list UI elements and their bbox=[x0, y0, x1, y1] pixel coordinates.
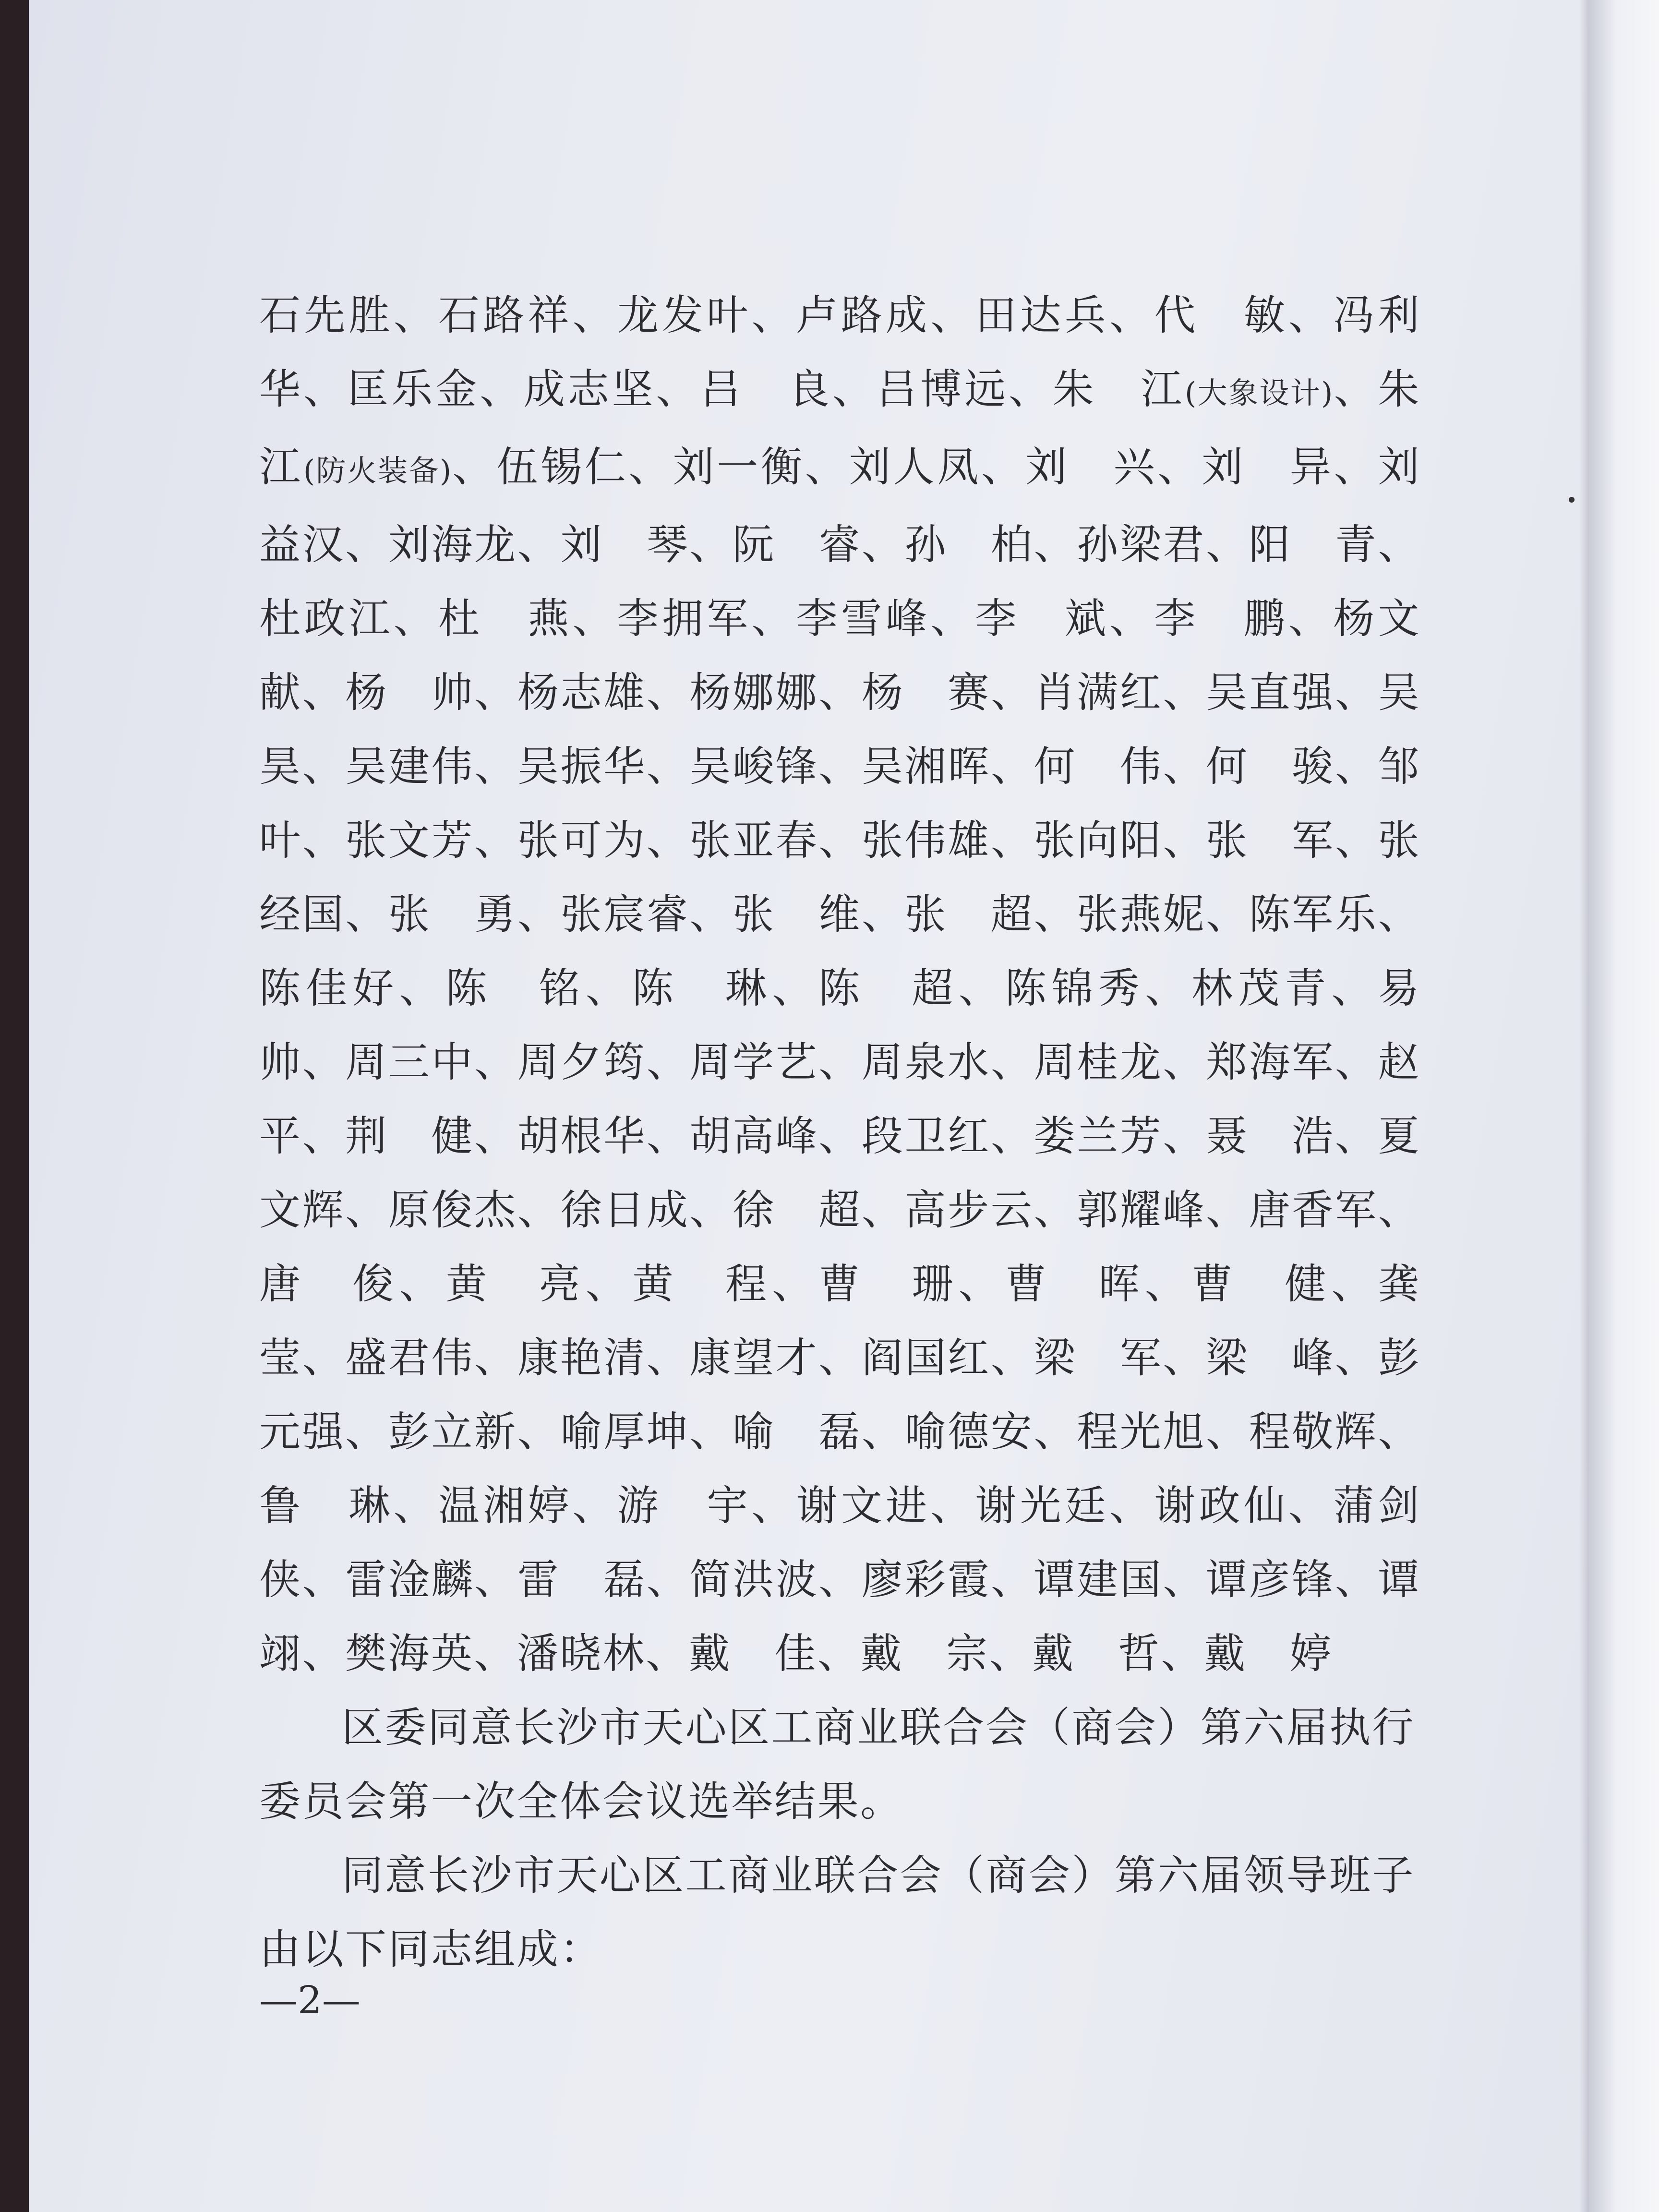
name-separator: 、 bbox=[861, 890, 905, 938]
name-separator: 、 bbox=[1206, 1186, 1249, 1234]
member-name: 程光旭 bbox=[1077, 1408, 1206, 1456]
name-separator: 、 bbox=[1161, 1630, 1204, 1678]
member-name: 龚 莹 bbox=[259, 1260, 1464, 1382]
member-name: 喻厚坤 bbox=[560, 1408, 690, 1456]
member-name: 石路祥 bbox=[438, 291, 573, 339]
name-separator: 、 bbox=[805, 443, 849, 491]
member-name: 梁 军 bbox=[1034, 1334, 1163, 1382]
member-name: 康望才 bbox=[689, 1334, 819, 1382]
name-separator: 、 bbox=[990, 817, 1034, 865]
member-name: 谭 翊 bbox=[259, 1556, 1464, 1678]
member-name: 陈 琳 bbox=[632, 964, 772, 1012]
member-name: 吴湘晖 bbox=[861, 743, 991, 791]
name-separator: 、 bbox=[303, 365, 348, 413]
member-name: 朱 江(防火装备) bbox=[259, 365, 1464, 491]
member-name: 梁 峰 bbox=[1206, 1334, 1335, 1382]
member-name: 李 鹏 bbox=[1154, 595, 1289, 643]
member-name: 鲁 琳 bbox=[259, 1482, 394, 1530]
paper-speck bbox=[1569, 497, 1575, 503]
name-separator: 、 bbox=[1163, 1556, 1206, 1604]
name-separator: 、 bbox=[345, 890, 388, 938]
name-separator: 、 bbox=[302, 817, 346, 865]
name-separator: 、 bbox=[861, 1186, 905, 1234]
member-name: 廖彩霞 bbox=[861, 1556, 991, 1604]
name-separator: 、 bbox=[345, 1186, 388, 1234]
paragraph-leadership: 同意长沙市天心区工商业联合会（商会）第六届领导班子由以下同志组成： bbox=[259, 1851, 1415, 1973]
name-separator: 、 bbox=[1145, 964, 1192, 1012]
member-name: 张文芳 bbox=[345, 817, 475, 865]
member-name: 杨娜娜 bbox=[689, 669, 819, 717]
name-separator: 、 bbox=[628, 443, 673, 491]
name-separator: 、 bbox=[474, 1556, 517, 1604]
name-separator: 、 bbox=[1163, 817, 1206, 865]
member-name: 简洪波 bbox=[689, 1556, 819, 1604]
member-name: 张 超 bbox=[904, 890, 1034, 938]
member-name: 荆 健 bbox=[345, 1112, 475, 1160]
name-separator: 、 bbox=[689, 1186, 733, 1234]
name-separator: 、 bbox=[1109, 595, 1154, 643]
member-name: 樊海英 bbox=[345, 1630, 474, 1678]
member-name: 雷 磊 bbox=[517, 1556, 647, 1604]
member-name: 郑海军 bbox=[1206, 1038, 1335, 1086]
member-name: 戴 哲 bbox=[1032, 1630, 1161, 1678]
name-separator: 、 bbox=[1378, 890, 1421, 938]
member-name: 孙梁君 bbox=[1077, 521, 1206, 569]
underlying-sheet bbox=[1589, 0, 1659, 2212]
member-name: 阎国红 bbox=[861, 1334, 991, 1382]
paragraph-election-result: 区委同意长沙市天心区工商业联合会（商会）第六届执行委员会第一次全体会议选举结果。 bbox=[259, 1704, 1415, 1826]
member-name: 孙 柏 bbox=[904, 521, 1034, 569]
name-separator: 、 bbox=[818, 1112, 862, 1160]
name-separator: 、 bbox=[1145, 1260, 1192, 1308]
name-separator: 、 bbox=[302, 1556, 346, 1604]
member-name: 谢文进 bbox=[796, 1482, 931, 1530]
member-name: 刘人凤 bbox=[849, 443, 982, 491]
name-separator: 、 bbox=[1334, 743, 1378, 791]
name-separator: 、 bbox=[990, 1334, 1034, 1382]
member-name: 周桂龙 bbox=[1034, 1038, 1163, 1086]
member-name: 杜 燕 bbox=[438, 595, 573, 643]
name-separator: 、 bbox=[1109, 1482, 1154, 1530]
name-separator: 、 bbox=[399, 964, 446, 1012]
member-name: 周学艺 bbox=[689, 1038, 819, 1086]
member-name: 杜政江 bbox=[259, 595, 394, 643]
name-separator: 、 bbox=[572, 291, 617, 339]
name-separator: 、 bbox=[1206, 521, 1249, 569]
member-name-note: (防火装备) bbox=[303, 453, 452, 488]
name-separator: 、 bbox=[646, 1112, 690, 1160]
member-name: 游 宇 bbox=[617, 1482, 752, 1530]
name-separator: 、 bbox=[585, 964, 632, 1012]
name-separator: 、 bbox=[1206, 1408, 1249, 1456]
member-name: 徐日成 bbox=[560, 1186, 690, 1234]
name-separator: 、 bbox=[818, 1038, 862, 1086]
member-name: 程敬辉 bbox=[1249, 1408, 1378, 1456]
name-separator: 、 bbox=[958, 964, 1005, 1012]
name-separator: 、 bbox=[302, 1038, 346, 1086]
member-name: 李拥军 bbox=[617, 595, 752, 643]
name-separator: 、 bbox=[1163, 743, 1206, 791]
member-name: 何 伟 bbox=[1034, 743, 1163, 791]
member-name: 肖满红 bbox=[1034, 669, 1163, 717]
member-name: 周三中 bbox=[345, 1038, 475, 1086]
name-separator: 、 bbox=[656, 365, 700, 413]
name-separator: 、 bbox=[1288, 595, 1334, 643]
member-name: 高步云 bbox=[904, 1186, 1034, 1234]
member-name: 刘 兴 bbox=[1025, 443, 1158, 491]
name-separator: 、 bbox=[1334, 817, 1378, 865]
member-name: 杨志雄 bbox=[517, 669, 647, 717]
name-separator: 、 bbox=[1288, 1482, 1334, 1530]
member-name: 黄 程 bbox=[632, 1260, 772, 1308]
name-separator: 、 bbox=[751, 595, 796, 643]
name-separator: 、 bbox=[1378, 1186, 1421, 1234]
name-separator: 、 bbox=[772, 1260, 819, 1308]
name-separator: 、 bbox=[1334, 1556, 1378, 1604]
name-separator: 、 bbox=[751, 291, 796, 339]
document-body bbox=[259, 278, 1464, 1986]
name-separator: 、 bbox=[1163, 1334, 1206, 1382]
name-separator: 、 bbox=[572, 1482, 617, 1530]
name-separator: 、 bbox=[861, 1408, 905, 1456]
name-separator: 、 bbox=[302, 669, 346, 717]
member-name: 匡乐金 bbox=[347, 365, 480, 413]
member-name: 邹 叶 bbox=[259, 743, 1464, 865]
member-name: 吕 良 bbox=[700, 365, 832, 413]
member-name: 张 维 bbox=[733, 890, 862, 938]
member-name: 谢光廷 bbox=[975, 1482, 1110, 1530]
name-separator: 、 bbox=[1334, 669, 1378, 717]
name-separator: 、 bbox=[861, 521, 905, 569]
name-separator: 、 bbox=[958, 1260, 1005, 1308]
name-separator: 、 bbox=[572, 595, 617, 643]
member-name: 娄兰芳 bbox=[1034, 1112, 1163, 1160]
member-name: 张向阳 bbox=[1034, 817, 1163, 865]
name-separator: 、 bbox=[474, 1630, 517, 1678]
member-name: 潘晓林 bbox=[517, 1630, 646, 1678]
name-separator: 、 bbox=[772, 964, 819, 1012]
member-name: 刘海龙 bbox=[388, 521, 517, 569]
member-name: 杨 赛 bbox=[861, 669, 991, 717]
name-separator: 、 bbox=[393, 1482, 438, 1530]
name-separator: 、 bbox=[517, 1186, 561, 1234]
name-separator: 、 bbox=[990, 1556, 1034, 1604]
member-name: 段卫红 bbox=[861, 1112, 991, 1160]
member-name: 谢政仙 bbox=[1154, 1482, 1289, 1530]
name-separator: 、 bbox=[1008, 365, 1053, 413]
member-name: 阳 青 bbox=[1249, 521, 1378, 569]
name-separator: 、 bbox=[990, 1038, 1034, 1086]
member-name: 刘 异 bbox=[1202, 443, 1334, 491]
name-separator: 、 bbox=[751, 1482, 796, 1530]
member-name: 吴直强 bbox=[1206, 669, 1335, 717]
name-separator: 、 bbox=[517, 1408, 561, 1456]
name-separator: 、 bbox=[1334, 443, 1378, 491]
name-separator: 、 bbox=[990, 743, 1034, 791]
name-separator: 、 bbox=[302, 1630, 345, 1678]
member-name: 龙发叶 bbox=[617, 291, 752, 339]
member-name: 原俊杰 bbox=[388, 1186, 517, 1234]
member-name: 张伟雄 bbox=[861, 817, 991, 865]
name-separator: 、 bbox=[474, 669, 517, 717]
name-separator: 、 bbox=[1206, 890, 1249, 938]
name-separator: 、 bbox=[646, 743, 690, 791]
name-separator: 、 bbox=[818, 817, 862, 865]
member-name: 伍锡仁 bbox=[496, 443, 629, 491]
name-separator: 、 bbox=[1331, 964, 1378, 1012]
member-name: 李 斌 bbox=[975, 595, 1110, 643]
member-name: 吴峻锋 bbox=[689, 743, 819, 791]
name-separator: 、 bbox=[689, 1408, 733, 1456]
name-separator: 、 bbox=[517, 890, 561, 938]
name-separator: 、 bbox=[393, 595, 438, 643]
member-name: 喻德安 bbox=[904, 1408, 1034, 1456]
member-name: 彭元强 bbox=[259, 1334, 1421, 1456]
member-name: 代 敏 bbox=[1154, 291, 1289, 339]
member-name-note: (大象设计) bbox=[1185, 375, 1333, 410]
member-name: 卢路成 bbox=[796, 291, 931, 339]
member-name: 唐 俊 bbox=[259, 1260, 399, 1308]
name-separator: 、 bbox=[474, 817, 517, 865]
member-name: 周夕筠 bbox=[517, 1038, 647, 1086]
member-name: 盛君伟 bbox=[345, 1334, 475, 1382]
member-name: 张亚春 bbox=[689, 817, 819, 865]
name-separator: 、 bbox=[1157, 443, 1202, 491]
name-separator: 、 bbox=[646, 1556, 690, 1604]
member-name: 张可为 bbox=[517, 817, 647, 865]
member-name: 雷淦麟 bbox=[345, 1556, 475, 1604]
name-separator: 、 bbox=[990, 1112, 1034, 1160]
member-name: 石先胜 bbox=[259, 291, 394, 339]
name-separator: 、 bbox=[1288, 291, 1334, 339]
member-name: 赵 平 bbox=[259, 1038, 1464, 1160]
member-name: 田达兵 bbox=[975, 291, 1110, 339]
member-name: 温湘婷 bbox=[438, 1482, 573, 1530]
member-name: 张经国 bbox=[259, 817, 1421, 938]
member-name: 陈 铭 bbox=[445, 964, 586, 1012]
member-name: 彭立新 bbox=[388, 1408, 517, 1456]
member-name: 易 帅 bbox=[259, 964, 1464, 1086]
member-name: 张宸睿 bbox=[560, 890, 690, 938]
name-separator: 、 bbox=[393, 291, 438, 339]
name-separator: 、 bbox=[1034, 521, 1077, 569]
name-separator: 、 bbox=[1034, 890, 1077, 938]
name-separator: 、 bbox=[1334, 1112, 1378, 1160]
name-separator: 、 bbox=[646, 1630, 689, 1678]
member-name: 蒲剑侠 bbox=[259, 1482, 1421, 1604]
member-name: 喻 磊 bbox=[733, 1408, 862, 1456]
name-separator: 、 bbox=[818, 743, 862, 791]
name-separator: 、 bbox=[451, 443, 497, 491]
name-separator: 、 bbox=[689, 521, 733, 569]
name-separator: 、 bbox=[646, 1038, 690, 1086]
name-separator: 、 bbox=[474, 1112, 517, 1160]
member-name: 林茂青 bbox=[1191, 964, 1332, 1012]
name-separator: 、 bbox=[817, 1630, 861, 1678]
name-separator: 、 bbox=[399, 1260, 446, 1308]
name-separator: 、 bbox=[474, 1038, 517, 1086]
member-name: 张 勇 bbox=[388, 890, 517, 938]
name-separator: 、 bbox=[1334, 1334, 1378, 1382]
name-separator: 、 bbox=[989, 1630, 1033, 1678]
name-separator: 、 bbox=[832, 365, 877, 413]
member-name: 陈锦秀 bbox=[1005, 964, 1145, 1012]
name-separator: 、 bbox=[474, 1334, 517, 1382]
member-name-list bbox=[259, 278, 1464, 1691]
member-name: 戴 佳 bbox=[688, 1630, 817, 1678]
member-name: 戴 宗 bbox=[860, 1630, 989, 1678]
member-name: 吴振华 bbox=[517, 743, 647, 791]
name-separator: 、 bbox=[646, 817, 690, 865]
member-name: 朱 江(大象设计) bbox=[1052, 365, 1333, 413]
name-separator: 、 bbox=[930, 291, 975, 339]
member-name: 张燕妮 bbox=[1077, 890, 1206, 938]
member-name: 唐香军 bbox=[1249, 1186, 1378, 1234]
member-name: 夏文辉 bbox=[259, 1112, 1421, 1234]
name-separator: 、 bbox=[1109, 291, 1154, 339]
member-name: 刘一衡 bbox=[673, 443, 805, 491]
name-separator: 、 bbox=[930, 1482, 975, 1530]
member-name: 黄 亮 bbox=[445, 1260, 586, 1308]
name-separator: 、 bbox=[1333, 365, 1378, 413]
member-name: 吕博远 bbox=[876, 365, 1009, 413]
member-name: 冯利华 bbox=[259, 291, 1421, 413]
name-separator: 、 bbox=[1378, 1408, 1421, 1456]
name-separator: 、 bbox=[474, 743, 517, 791]
member-name: 成志坚 bbox=[523, 365, 656, 413]
name-separator: 、 bbox=[302, 1112, 346, 1160]
name-separator: 、 bbox=[302, 743, 346, 791]
name-separator: 、 bbox=[585, 1260, 632, 1308]
member-name: 陈 超 bbox=[818, 964, 959, 1012]
name-separator: 、 bbox=[1378, 521, 1421, 569]
member-name: 吴建伟 bbox=[345, 743, 475, 791]
member-name: 杨 帅 bbox=[345, 669, 475, 717]
name-separator: 、 bbox=[981, 443, 1025, 491]
member-name: 胡根华 bbox=[517, 1112, 647, 1160]
page-number: —2— bbox=[259, 1978, 361, 2022]
member-name: 聂 浩 bbox=[1206, 1112, 1335, 1160]
name-separator: 、 bbox=[990, 669, 1034, 717]
member-name: 曹 健 bbox=[1191, 1260, 1332, 1308]
member-name: 刘 琴 bbox=[560, 521, 690, 569]
name-separator: 、 bbox=[646, 1334, 690, 1382]
name-separator: 、 bbox=[818, 1556, 862, 1604]
name-separator: 、 bbox=[1334, 1038, 1378, 1086]
name-separator: 、 bbox=[517, 521, 561, 569]
member-name: 阮 睿 bbox=[733, 521, 862, 569]
name-separator: 、 bbox=[818, 1334, 862, 1382]
member-name: 戴 婷 bbox=[1203, 1630, 1333, 1678]
member-name: 李雪峰 bbox=[796, 595, 931, 643]
name-separator: 、 bbox=[345, 521, 388, 569]
member-name: 杨文献 bbox=[259, 595, 1421, 717]
name-separator: 、 bbox=[930, 595, 975, 643]
name-separator: 、 bbox=[818, 669, 862, 717]
member-name: 郭耀峰 bbox=[1077, 1186, 1206, 1234]
member-name: 曹 珊 bbox=[818, 1260, 959, 1308]
name-separator: 、 bbox=[1163, 1112, 1206, 1160]
member-name: 周泉水 bbox=[861, 1038, 991, 1086]
name-separator: 、 bbox=[1163, 1038, 1206, 1086]
member-name: 张 军 bbox=[1206, 817, 1335, 865]
member-name: 刘益汉 bbox=[259, 443, 1421, 569]
name-separator: 、 bbox=[1034, 1408, 1077, 1456]
name-separator: 、 bbox=[689, 890, 733, 938]
name-separator: 、 bbox=[1163, 669, 1206, 717]
member-name: 胡高峰 bbox=[689, 1112, 819, 1160]
name-separator: 、 bbox=[646, 669, 690, 717]
name-separator: 、 bbox=[480, 365, 524, 413]
member-name: 何 骏 bbox=[1206, 743, 1335, 791]
member-name: 陈军乐 bbox=[1249, 890, 1378, 938]
member-name: 徐 超 bbox=[733, 1186, 862, 1234]
member-name: 康艳清 bbox=[517, 1334, 647, 1382]
name-separator: 、 bbox=[1034, 1186, 1077, 1234]
member-name: 陈佳好 bbox=[259, 964, 399, 1012]
name-separator: 、 bbox=[1331, 1260, 1378, 1308]
member-name: 吴 昊 bbox=[259, 669, 1464, 791]
member-name: 谭建国 bbox=[1034, 1556, 1163, 1604]
name-separator: 、 bbox=[345, 1408, 388, 1456]
name-separator: 、 bbox=[302, 1334, 346, 1382]
member-name: 曹 晖 bbox=[1005, 1260, 1145, 1308]
member-name: 谭彦锋 bbox=[1206, 1556, 1335, 1604]
